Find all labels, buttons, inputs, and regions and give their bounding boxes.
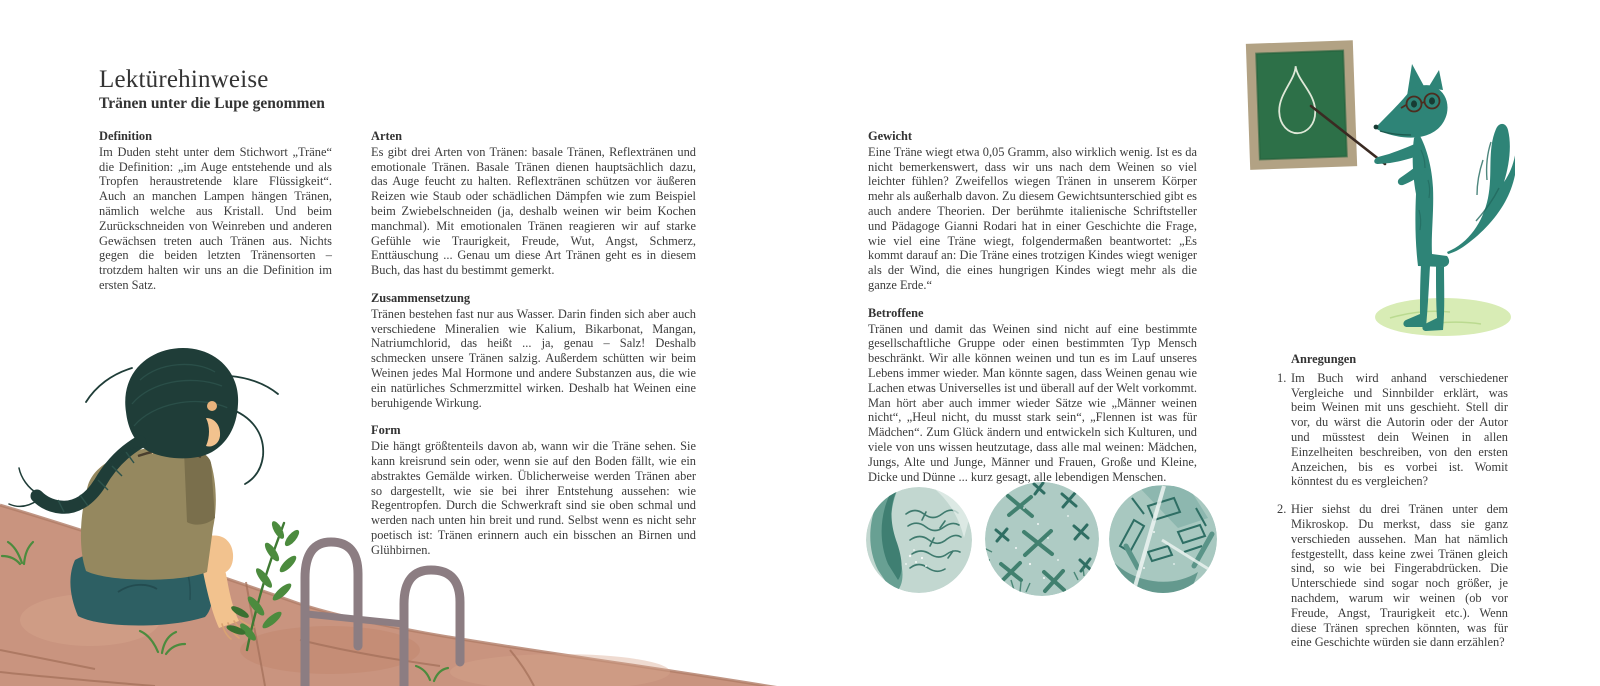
column-anregungen: [1277, 352, 1508, 650]
arten-heading: Arten: [371, 129, 402, 143]
anregungen-item-1-text: Im Buch wird anhand verschiedener Vergleiche und Sinnbilder erklärt, was beim Weinen mit uns geschieht. Stell dir vor, du wärst die Autorin oder der Autor und müsstest dein Weinen in allen Einzelheiten beschreiben, von den ersten Anzeichen, bis es vorbei ist. Womit könntest du es vergleichen?: [1291, 370, 1508, 489]
column-definition: [99, 129, 332, 293]
wolf-nose: [1374, 125, 1379, 130]
gewicht-body: Eine Träne wiegt etwa 0,05 Gramm, also wirklich wenig. Ist es da nicht bemerkenswert, dass wir uns nach dem Weinen so viel leichter fühlen? Zweifellos wiegen Tränen in unserem Körper mehr als außerhalb davon. Zu diesem Gewichtsunterschied gibt es auch andere Theorien. Der berühmte italienische Schriftsteller und Pädagoge Gianni Rodari hat in einer Geschichte die Frage, wie viel eine Träne wiegt, folgendermaßen beantwortet: „Es kommt darauf an: Die Träne eines trotzigen Kindes wiegt weniger als der Wind, die eines hungrigen Kindes wiegt mehr als die ganze Erde.“: [868, 144, 1197, 292]
microscope-tears-illustration: [848, 468, 1228, 612]
column-gewicht-betroffene: [868, 129, 1197, 484]
page-title: Lektürehinweise: [99, 66, 269, 93]
shirt-sleeve: [184, 450, 215, 524]
zusammensetzung-heading: Zusammensetzung: [371, 290, 471, 305]
form-body: Die hängt größtenteils davon ab, wann wir die Träne sehen. Sie kann kreisrund sein oder, wenn sie auf den Boden fällt, wie ein abstraktes Gemälde wirken. Üblicherweise werden Tränen aber so dargestellt, wie sie bei ihrer Entstehung aussehen: wie Regentropfen. Durch die Schwerkraft sind sie oben schmal und werden nach unten hin breit und rund. Selbst wenn es nicht sehr poetisch ist: Tränen erinnern auch ein bisschen an Birnen und Glühbirnen.: [371, 439, 696, 557]
gewicht-heading: Gewicht: [868, 129, 913, 143]
definition-heading: Definition: [99, 129, 153, 143]
betroffene-heading: Betroffene: [868, 305, 924, 320]
anregungen-heading: Anregungen: [1291, 352, 1357, 366]
microscope-circle-2: [981, 482, 1099, 596]
microscope-circle-1: [866, 476, 972, 594]
wolf-tail: [1447, 124, 1515, 254]
section-definition: [99, 129, 332, 293]
wolf-teacher-illustration: [1215, 30, 1515, 345]
column-arten-zusammensetzung-form: [371, 129, 696, 558]
form-heading: Form: [371, 423, 401, 438]
zusammensetzung-body: Tränen bestehen fast nur aus Wasser. Darin finden sich aber auch verschiedene Mineralien wie Kalium, Bikarbonat, Mangan, Natriumchlorid, das heißt ... ja, genau – Salz! Deshalb schmecken unsere Tränen salzig. Außerdem schütten wir beim Weinen jedes Mal Hormone und andere Substanzen aus, die wie ein natürliches Schmerzmittel wirken. Deshalb hat Weinen eine beruhigende Wirkung.: [371, 306, 696, 410]
anregungen-item-2-text: Hier siehst du drei Tränen unter dem Mikroskop. Du merkst, dass sie ganz verschieden aussehen. Man hat nämlich festgestellt, dass keine zwei Tränen gleich sind, so wie bei Fingerabdrücken. Die Unterschiede sind sogar noch größer, je nachdem, warum wir weinen (ob vor Freude, Angst, Traurigkeit etc.). Wenn diese Tränen sprechen könnten, was für eine Geschichte würden sie dann erzählen?: [1291, 502, 1508, 650]
page-subtitle: Tränen unter die Lupe genommen: [99, 95, 325, 112]
section-betroffene: [868, 306, 1197, 485]
chalkboard: [1246, 40, 1357, 170]
anregungen-item-2: [1277, 502, 1508, 650]
definition-body: Im Duden steht unter dem Stichwort „Träne“ die Definition: „im Auge entstehende und als Tropfen heraustretende klare Flüssigkeit“. Auch an manchen Lampen hängen Tränen, nämlich welche aus Kristall. Und beim Zurückschneiden von Weinreben und anderen Gewächsen treten auch Tränen aus. Nichts gegen die beiden letzten Tränensorten – trotzdem halten wir uns an die Definition im ersten Satz.: [99, 144, 332, 292]
anregungen-item-1-number: 1.: [1277, 370, 1287, 385]
anregungen-item-1: [1277, 371, 1508, 489]
section-zusammensetzung: [371, 291, 696, 410]
ear: [207, 401, 217, 411]
anregungen-item-2-number: 2.: [1277, 502, 1287, 517]
section-gewicht: [868, 129, 1197, 293]
betroffene-body: Tränen und damit das Weinen sind nicht auf eine bestimmte gesellschaftliche Gruppe oder einen bestimmten Typ Mensch beschränkt. Wir alle können weinen und tun es im Lauf unseres Lebens immer wieder. Man könnte sagen, dass Weinen genau wie Lachen etwas Universelles ist und überall auf der Welt vorkommt. Man hört aber auch immer wieder Sätze wie „Männer weinen nicht“, „Heul nicht, du musst stark sein“, „Flennen ist was für Mädchen“. Zum Glück ändern und entwickeln sich Kulturen, und viele von uns wissen heutzutage, dass alle mal weinen: Mädchen, Jungs, Alte und Junge, Männer und Frauen, Große und Kleine, Dicke und Dünne ... kurz gesagt, alle lebendigen Menschen.: [868, 321, 1197, 484]
wolf-figure: [1374, 64, 1515, 331]
arten-body: Es gibt drei Arten von Tränen: basale Tränen, Reflextränen und emotionale Tränen. Basale Tränen dienen hauptsächlich dazu, das Auge feucht zu halten. Reflextränen schützen vor äußeren Reizen wie Staub oder schädlichen Dämpfen wie zum Beispiel beim Zwiebelschneiden (ja, deshalb weinen wir beim Kochen manchmal). Mit emotionalen Tränen reagieren wir auf starke Gefühle wie Traurigkeit, Freude, Wut, Angst, Schmerz, Enttäuschung ... Genau um diese Art Tränen geht es in diesem Buch, das hast du bestimmt gemerkt.: [371, 144, 696, 278]
section-form: [371, 423, 696, 557]
section-arten: [371, 129, 696, 278]
microscope-circle-3: [1109, 485, 1217, 597]
